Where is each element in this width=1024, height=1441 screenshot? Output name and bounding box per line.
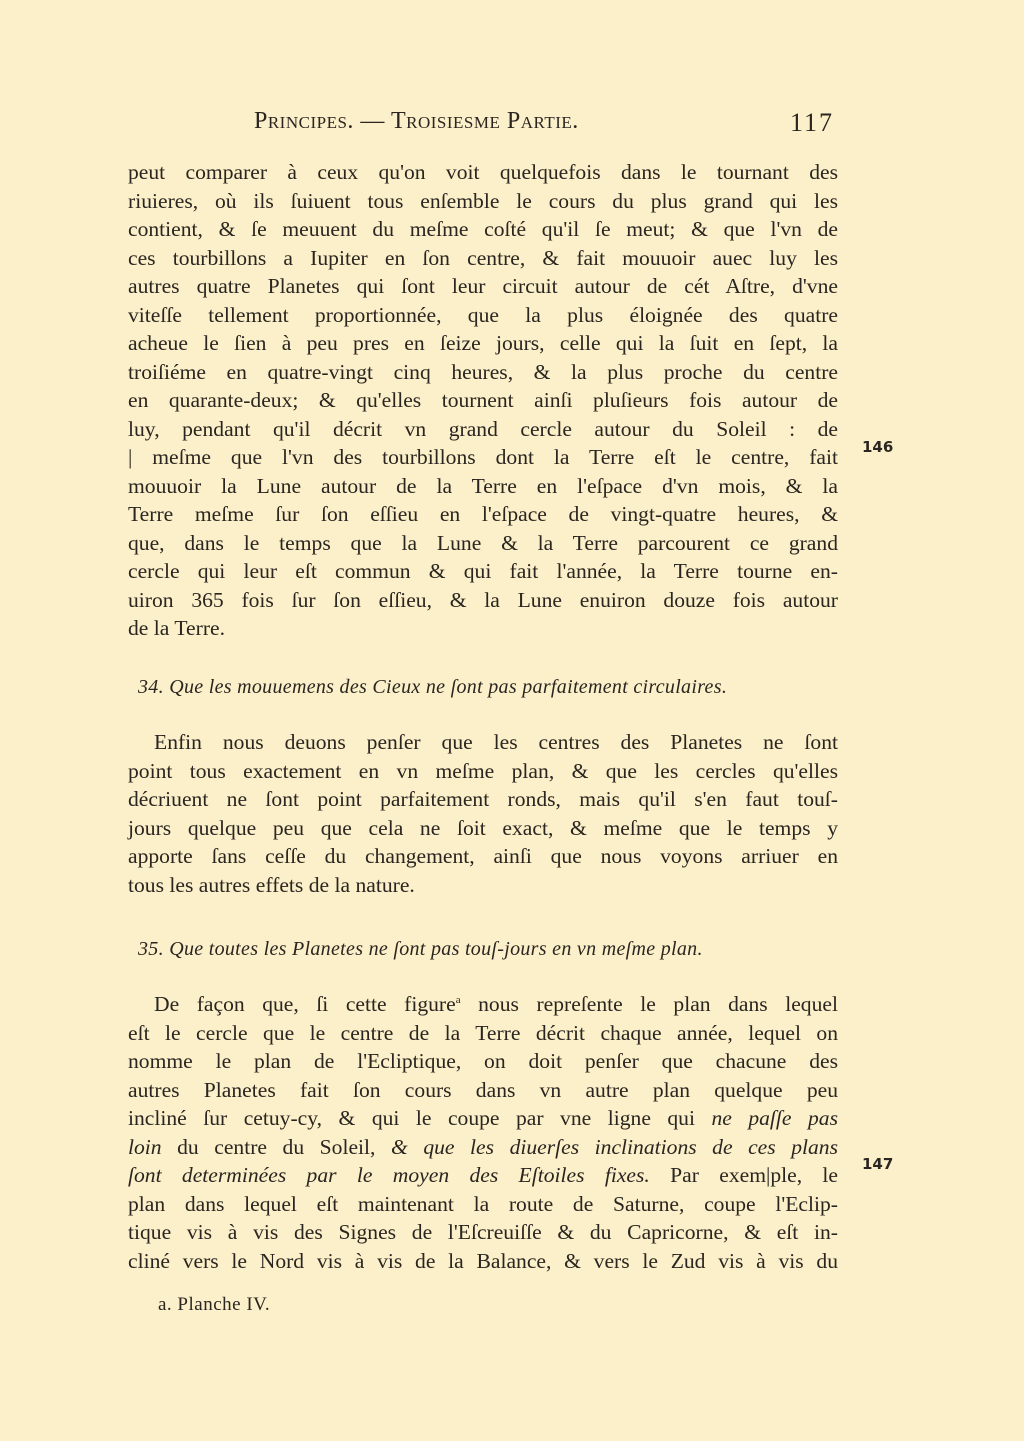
section-heading-34: 34. Que les mouuemens des Cieux ne ſont pas parfaitement circulaires. bbox=[138, 676, 728, 698]
text-line: peut comparer à ceux qu'on voit quelquefois dans le tournant des bbox=[128, 160, 838, 184]
italic-fragment: ne paſſe pas bbox=[711, 1106, 838, 1131]
text-line: en quarante-deux; & qu'elles tournent ainſi pluſieurs fois autour de bbox=[128, 388, 838, 412]
paragraph-3 bbox=[128, 986, 838, 1275]
text-line: de la Terre. bbox=[128, 616, 226, 640]
text-line: cliné vers le Nord vis à vis de la Balance, & vers le Zud vis à vis du bbox=[128, 1248, 838, 1273]
italic-fragment: & que les diuerſes inclinations de ces plans bbox=[391, 1134, 838, 1159]
text-line: nomme le plan de l'Ecliptique, on doit penſer que chacune des bbox=[128, 1049, 838, 1074]
text-line: mouuoir la Lune autour de la Terre en l'eſpace d'vn mois, & la bbox=[128, 473, 838, 498]
text-line bbox=[128, 1104, 838, 1133]
text-line: décriuent ne ſont point parfaitement ronds, mais qu'il s'en faut touſ- bbox=[128, 787, 838, 811]
text-line: que, dans le temps que la Lune & la Terre parcourent ce grand bbox=[128, 530, 838, 555]
text-fragment: du centre du Soleil, bbox=[161, 1134, 391, 1159]
text-line bbox=[128, 1133, 838, 1162]
text-line: eſt le cercle que le centre de la Terre décrit chaque année, lequel on bbox=[128, 1020, 838, 1045]
text-line: contient, & ſe meuuent du meſme coſté qu'il ſe meut; & que l'vn de bbox=[128, 217, 838, 241]
margin-note-147: 147 bbox=[862, 1155, 894, 1173]
text-fragment: Par exem|ple, le bbox=[649, 1163, 838, 1188]
text-line: tique vis à vis des Signes de l'Eſcreuiſſe & du Capricorne, & eſt in- bbox=[128, 1220, 838, 1245]
italic-fragment: ſont determinées par le moyen des Eſtoiles fixes. bbox=[128, 1163, 650, 1188]
footnote: a. Planche IV. bbox=[158, 1294, 271, 1315]
page-number: 117 bbox=[789, 108, 834, 137]
italic-fragment: loin bbox=[128, 1134, 162, 1159]
running-header bbox=[254, 108, 834, 142]
text-line: Terre meſme ſur ſon eſſieu en l'eſpace de vingt-quatre heures, & bbox=[128, 502, 838, 526]
text-line: | meſme que l'vn des tourbillons dont la Terre eſt le centre, fait bbox=[128, 445, 838, 469]
text-line: acheue le ſien à peu pres en ſeize jours, celle qui la ſuit en ſept, la bbox=[128, 331, 838, 355]
text-line: point tous exactement en vn meſme plan, & que les cercles qu'elles bbox=[128, 758, 838, 783]
text-fragment: De façon que, ſi cette figure bbox=[154, 992, 456, 1017]
text-line: plan dans lequel eſt maintenant la route de Saturne, coupe l'Eclip- bbox=[128, 1191, 838, 1216]
paragraph-1 bbox=[128, 158, 838, 643]
text-line: troiſiéme en quatre-vingt cinq heures, & la plus proche du centre bbox=[128, 359, 838, 384]
text-line: cercle qui leur eſt commun & qui fait l'année, la Terre tourne en- bbox=[128, 559, 838, 583]
text-line bbox=[128, 986, 838, 1019]
text-line: uiron 365 fois ſur ſon eſſieu, & la Lune enuiron douze fois autour bbox=[128, 587, 838, 612]
text-line: viteſſe tellement proportionnée, que la plus éloignée des quatre bbox=[128, 302, 838, 327]
text-fragment: incliné ſur cetuy-cy, & qui le coupe par vne ligne qui bbox=[128, 1106, 712, 1131]
text-line: Enfin nous deuons penſer que les centres des Planetes ne ſont bbox=[154, 730, 838, 754]
text-line: autres Planetes fait ſon cours dans vn autre plan quelque peu bbox=[128, 1077, 838, 1102]
text-fragment: nous repreſente le plan dans lequel bbox=[460, 992, 838, 1017]
running-title: Principes. — Troisiesme Partie. bbox=[254, 108, 579, 134]
text-line: autres quatre Planetes qui ſont leur circuit autour de cét Aſtre, d'vne bbox=[128, 274, 838, 298]
paragraph-2 bbox=[128, 728, 838, 899]
text-line: riuieres, où ils ſuiuent tous enſemble le cours du plus grand qui les bbox=[128, 188, 838, 213]
text-line: ces tourbillons a Iupiter en ſon centre, & fait mouuoir auec luy les bbox=[128, 245, 838, 270]
footnote-marker: a bbox=[455, 994, 461, 1006]
text-line: luy, pendant qu'il décrit vn grand cercle autour du Soleil : de bbox=[128, 416, 838, 441]
text-line: apporte ſans ceſſe du changement, ainſi que nous voyons arriuer en bbox=[128, 844, 838, 868]
text-line bbox=[128, 1161, 838, 1190]
margin-note-146: 146 bbox=[862, 438, 894, 456]
text-line: jours quelque peu que cela ne ſoit exact, & meſme que le temps y bbox=[128, 815, 838, 840]
section-heading-35: 35. Que toutes les Planetes ne ſont pas touſ-jours en vn meſme plan. bbox=[138, 938, 703, 960]
text-line: tous les autres effets de la nature. bbox=[128, 872, 415, 897]
